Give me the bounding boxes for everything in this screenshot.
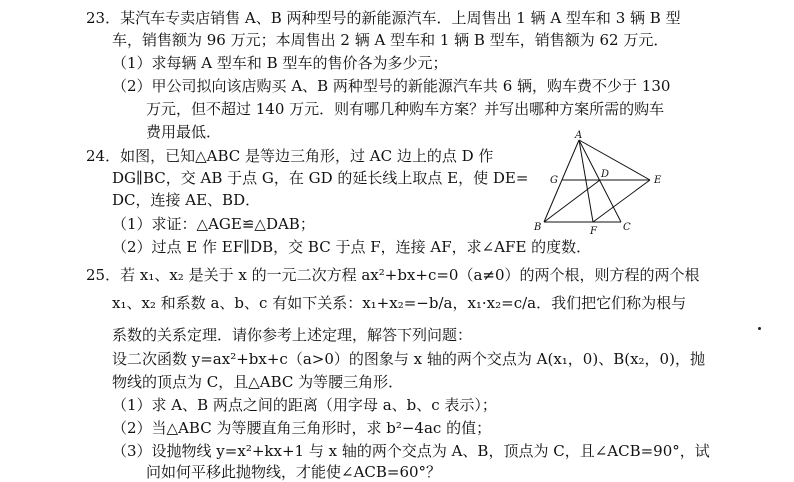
label-d: D [601, 169, 610, 180]
label-a: A [575, 130, 583, 141]
q25-line-7: （2）当△ABC 为等腰直角三角形时，求 b²−4ac 的值； [112, 419, 492, 437]
q25-line-9: 问如何平移此抛物线，才能使∠ACB=60°？ [146, 463, 442, 481]
label-g: G [550, 175, 558, 186]
q24-line-5: （2）过点 E 作 EF∥DB，交 BC 于点 F，连接 AF，求∠AFE 的度数． [112, 238, 592, 256]
q24-line-2: DG∥BC，交 AB 于点 G，在 GD 的延长线上取点 E，使 DE= [112, 169, 529, 187]
triangle-figure [533, 130, 683, 240]
q23-line-4: （2）甲公司拟向该店购买 A、B 两种型号的新能源汽车共 6 辆，购车费不少于 130 [112, 77, 671, 95]
q23-line-6: 费用最低． [146, 123, 222, 141]
label-b: B [534, 222, 542, 233]
label-e: E [654, 175, 662, 186]
q24-line-3: DC，连接 AE、BD． [112, 191, 261, 209]
q23-line-2: 车，销售额为 96 万元；本周售出 2 辆 A 型车和 1 辆 B 型车，销售额为 62 万元． [112, 31, 669, 49]
segment-af [579, 140, 593, 222]
q23-line-5: 万元，但不超过 140 万元．则有哪几种购车方案？并写出哪种方案所需的购车 [146, 100, 665, 118]
q25-line-6: （1）求 A、B 两点之间的距离（用字母 a、b、c 表示）； [112, 396, 497, 414]
stray-dot [758, 327, 761, 330]
segment-fe [593, 180, 650, 222]
q23-line-3: （1）求每辆 A 型车和 B 型车的售价各为多少元； [112, 54, 448, 72]
q25-line-4: 设二次函数 y=ax²+bx+c（a>0）的图象与 x 轴的两个交点为 A(x₁，0)、B(x₂，0)，抛 [112, 350, 705, 368]
label-c: C [623, 222, 631, 233]
q25-line-2: x₁、x₂ 和系数 a、b、c 有如下关系：x₁+x₂=−b/a，x₁·x₂=c/a．我们把它们称为根与 [112, 294, 687, 312]
q25-line-3: 系数的关系定理．请你参考上述定理，解答下列问题： [112, 326, 473, 344]
q25-line-5: 物线的顶点为 C，且△ABC 为等腰三角形． [112, 373, 404, 391]
q25-line-8: （3）设抛物线 y=x²+kx+1 与 x 轴的两个交点为 A、B，顶点为 C，且∠ACB=90°，试 [112, 442, 710, 460]
label-f: F [590, 226, 597, 237]
q23-line-1: 23．某汽车专卖店销售 A、B 两种型号的新能源汽车．上周售出 1 辆 A 型车和 3 辆 B 型 [86, 9, 681, 27]
q24-line-1: 24．如图，已知△ABC 是等边三角形，过 AC 边上的点 D 作 [86, 147, 494, 165]
q25-line-1: 25．若 x₁、x₂ 是关于 x 的一元二次方程 ax²+bx+c=0（a≠0）的两个根，则方程的两个根 [86, 266, 700, 284]
q24-line-4: （1）求证：△AGE≌△DAB； [112, 215, 315, 233]
